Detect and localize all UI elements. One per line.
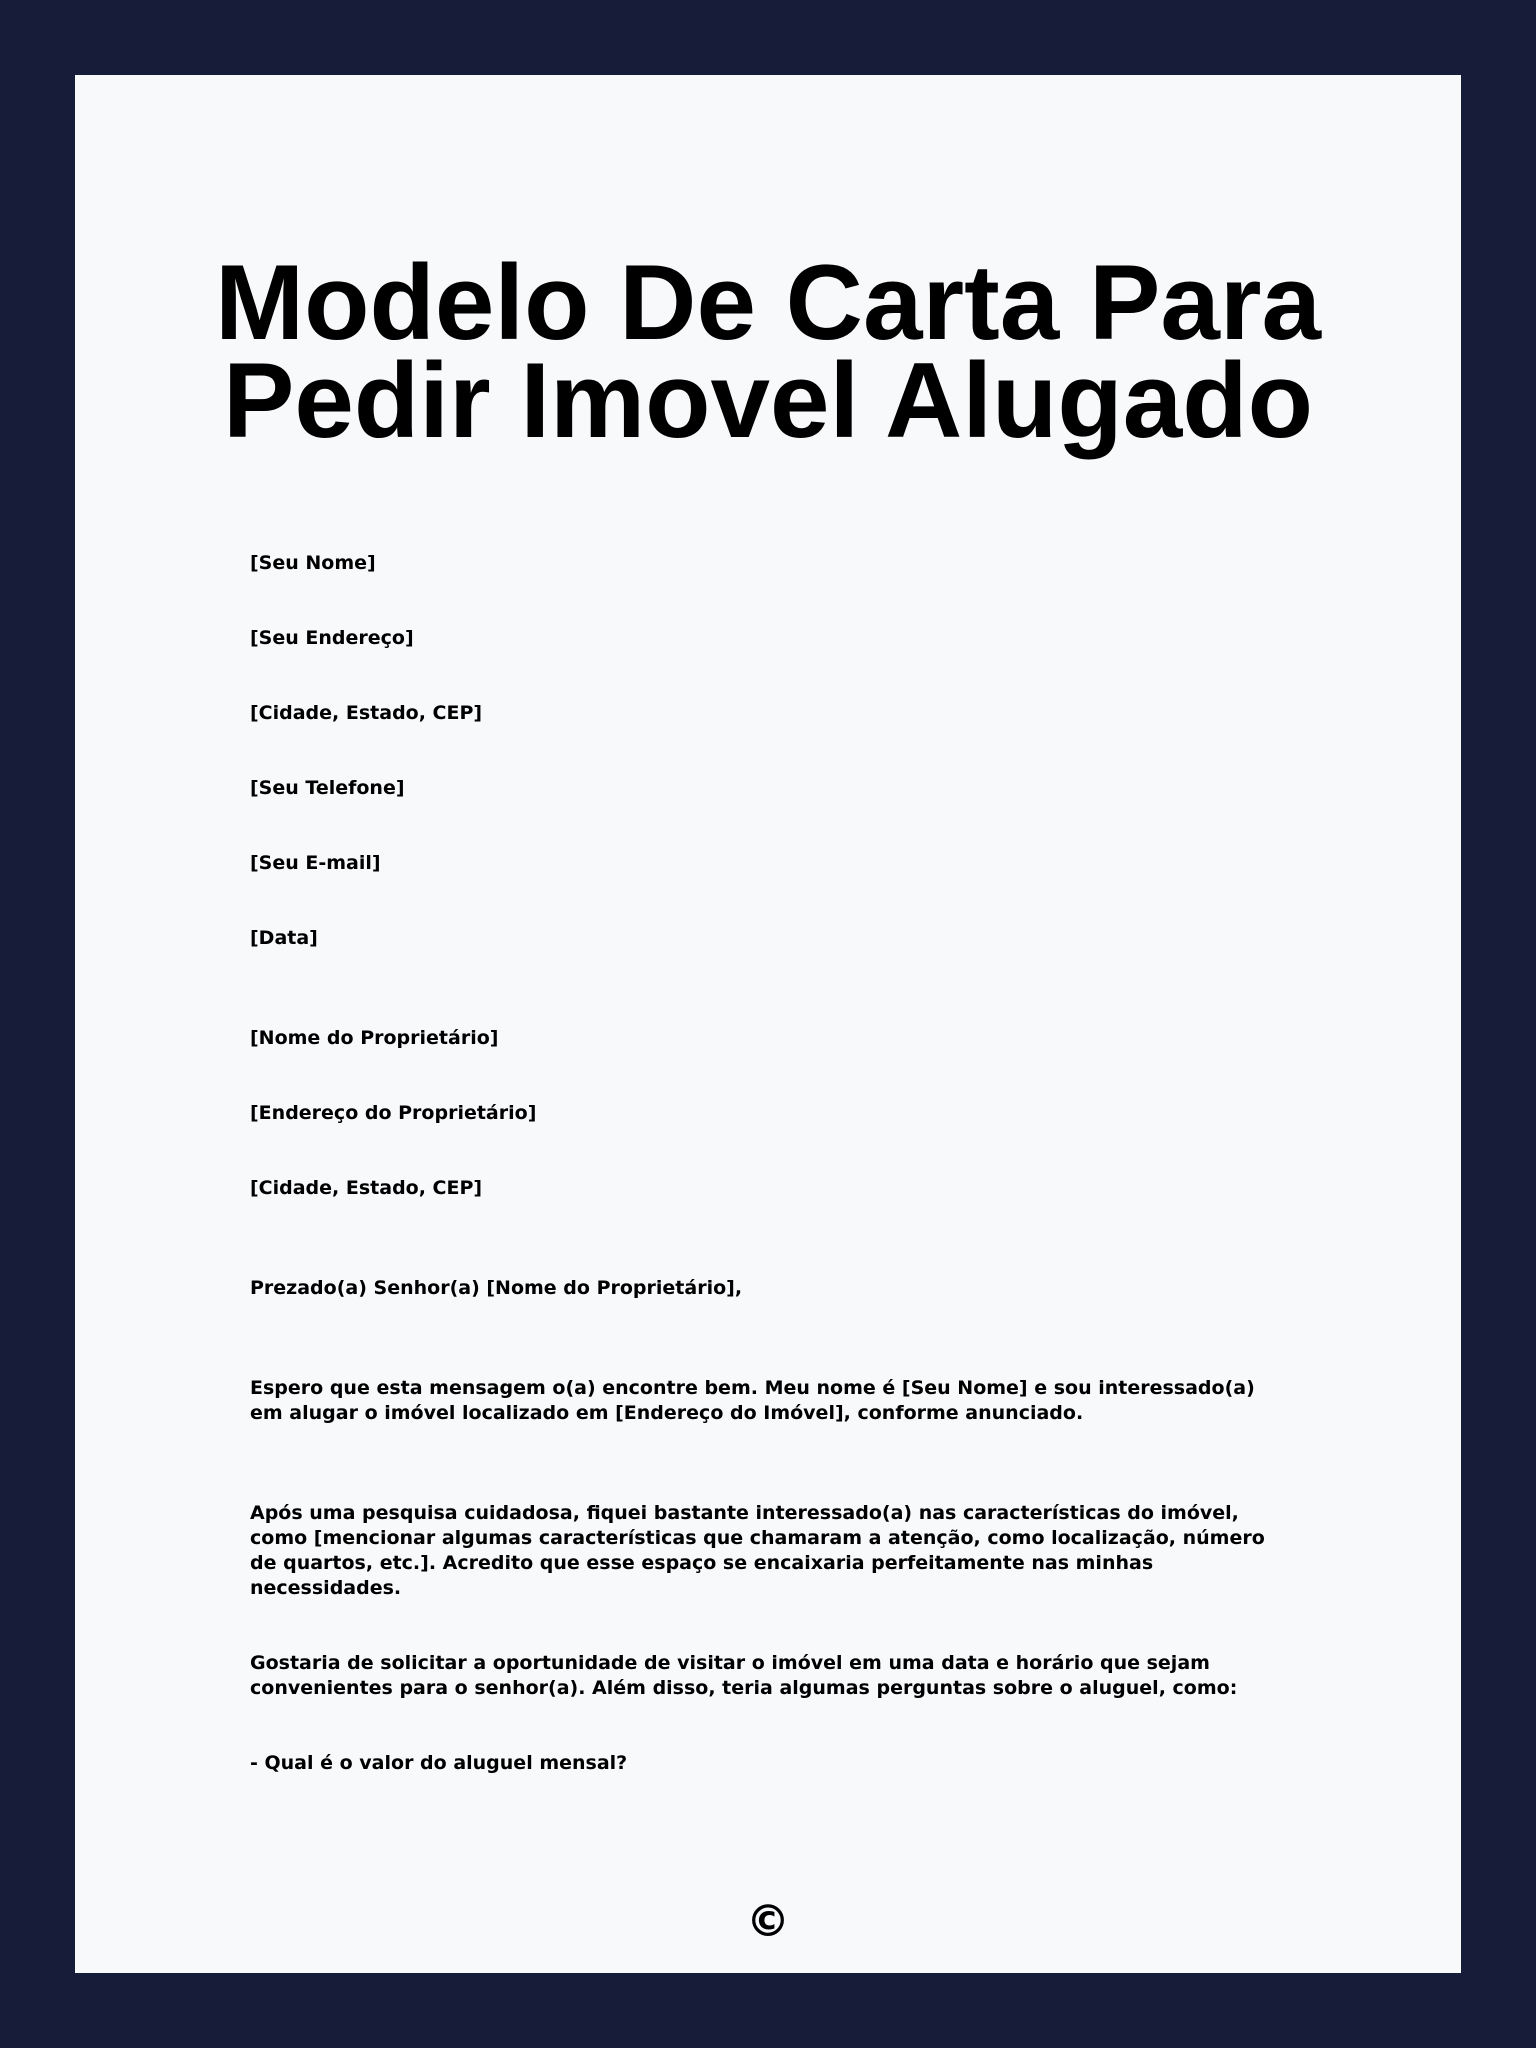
- body-paragraph-interest: Após uma pesquisa cuidadosa, fiquei bastante interessado(a) nas características do imóvel, como [mencionar algumas características que chamaram a atenção, como localização, número de quartos, etc.]. Acredito que esse espaço se encaixaria perfeitamente nas minhas necessidades.: [250, 1502, 1265, 1599]
- sender-email: [Seu E-mail]: [250, 852, 381, 874]
- question-item: - Qual é o valor do aluguel mensal?: [250, 1752, 628, 1774]
- sender-address: [Seu Endereço]: [250, 627, 414, 649]
- recipient-address: [Endereço do Proprietário]: [250, 1102, 537, 1124]
- document-page: [75, 75, 1461, 1973]
- letter-date: [Data]: [250, 927, 318, 949]
- body-paragraph-intro: Espero que esta mensagem o(a) encontre bem. Meu nome é [Seu Nome] e sou interessado(a) em alugar o imóvel localizado em [Endereço do Imóvel], conforme anunciado.: [250, 1377, 1255, 1424]
- copyright-symbol: ©: [746, 1896, 790, 1947]
- recipient-name: [Nome do Proprietário]: [250, 1027, 499, 1049]
- sender-name: [Seu Nome]: [250, 552, 376, 574]
- body-paragraph-request: Gostaria de solicitar a oportunidade de visitar o imóvel em uma data e horário que sejam convenientes para o senhor(a). Além disso, teria algumas perguntas sobre o aluguel, como:: [250, 1652, 1238, 1699]
- document-title: Modelo De Carta Para Pedir Imovel Alugado: [215, 242, 1321, 460]
- recipient-city-state-zip: [Cidade, Estado, CEP]: [250, 1177, 483, 1199]
- sender-city-state-zip: [Cidade, Estado, CEP]: [250, 702, 483, 724]
- letter-greeting: Prezado(a) Senhor(a) [Nome do Proprietário],: [250, 1277, 743, 1299]
- sender-phone: [Seu Telefone]: [250, 777, 405, 799]
